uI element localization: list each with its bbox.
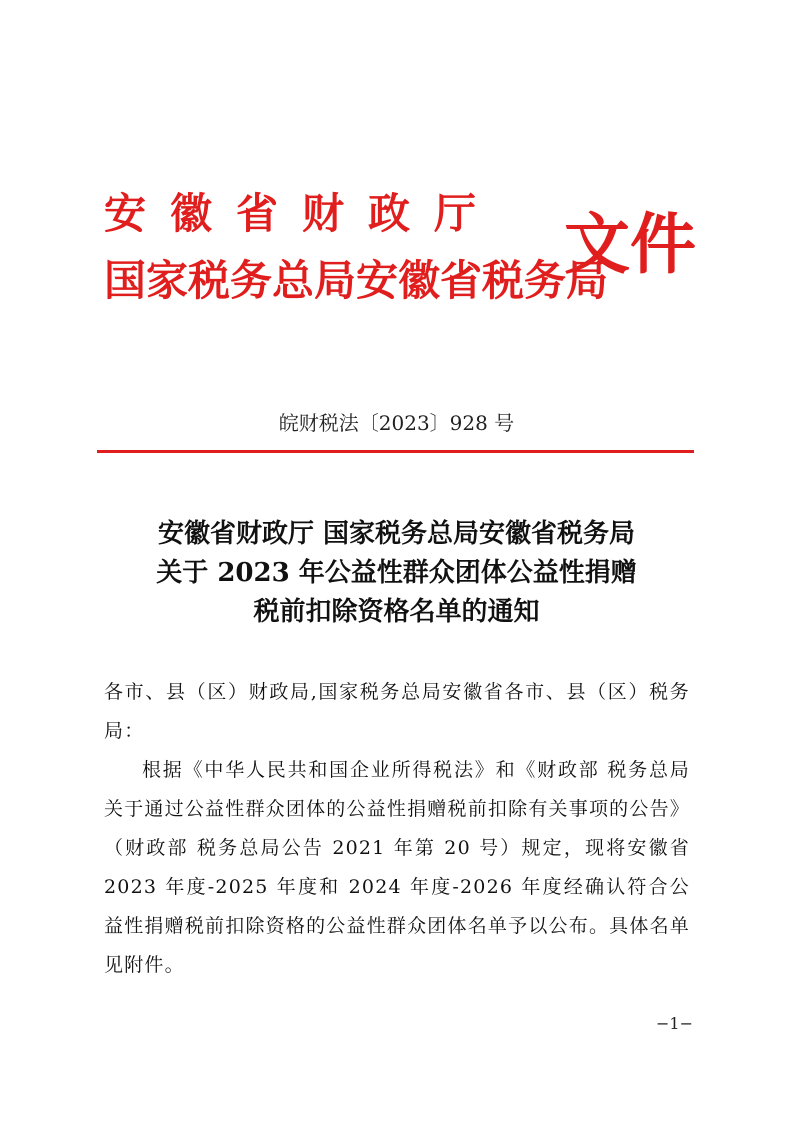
red-divider-line <box>97 450 694 453</box>
issuing-org-finance-dept: 安徽省财政厅 <box>104 189 501 238</box>
page-number: −1− <box>656 1014 693 1033</box>
document-title-line-1: 安徽省财政厅 国家税务总局安徽省税务局 <box>157 519 636 549</box>
issuing-org-tax-bureau: 国家税务总局安徽省税务局 <box>104 256 609 305</box>
salutation: 各市、县（区）财政局,国家税务总局安徽省各市、县（区）税务局： <box>104 681 690 742</box>
document-title-line-2: 关于 2023 年公益性群众团体公益性捐赠 <box>156 558 637 588</box>
document-title-line-3: 税前扣除资格名单的通知 <box>253 597 540 627</box>
body-paragraph: 根据《中华人民共和国企业所得税法》和《财政部 税务总局关于通过公益性群众团体的公益性捐赠税前扣除有关事项的公告》（财政部 税务总局公告 2021 年第 20 号）规定，现将安徽省 2023 年度-2025 年度和 2024 年度-2026 年度经确认符合公益性捐赠税前扣除资格的公益性群众团体名单予以公布。具体名单见附件。 <box>104 759 690 976</box>
document-number: 皖财税法〔2023〕928 号 <box>278 411 515 435</box>
document-type-label: 文件 <box>564 205 696 283</box>
